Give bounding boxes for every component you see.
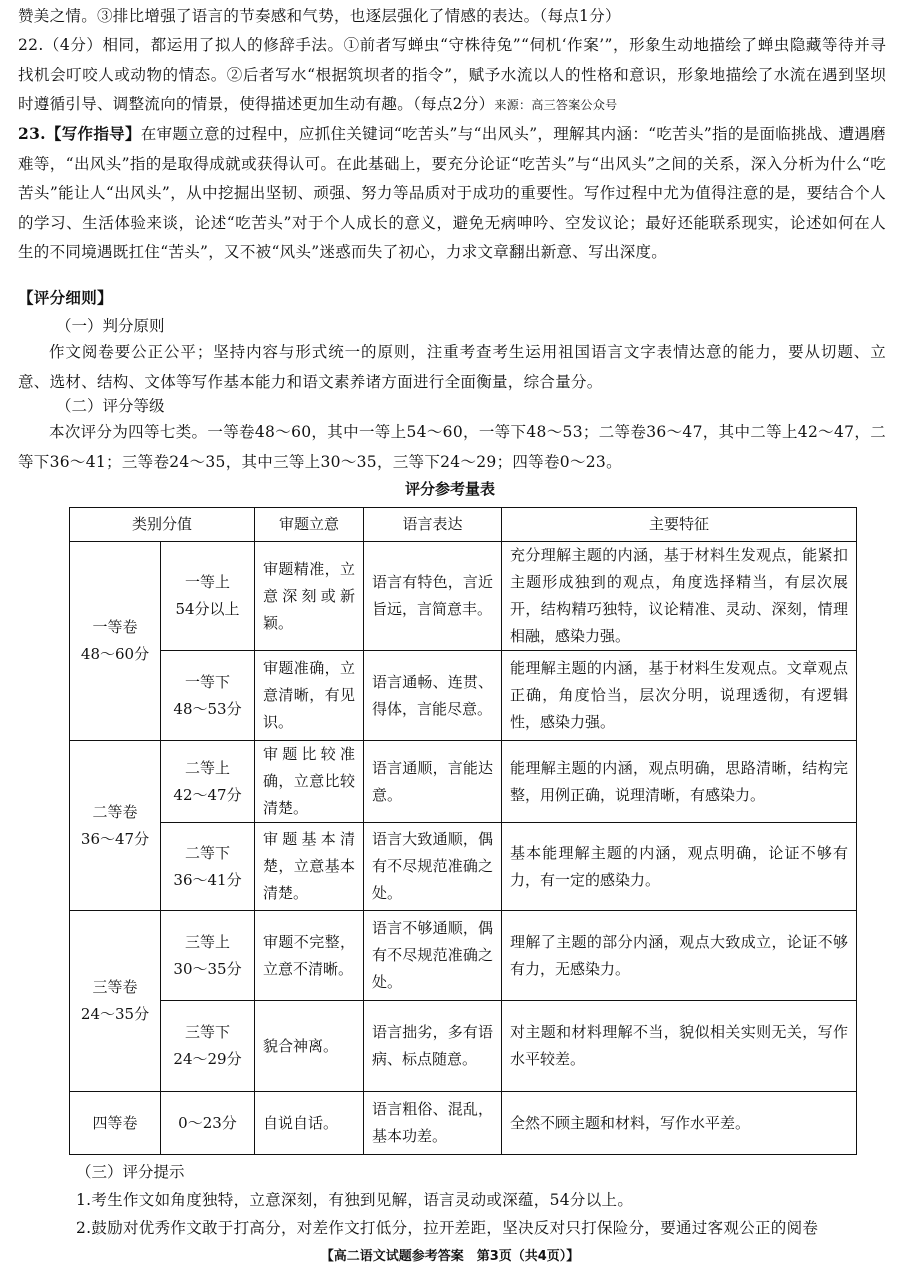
sub-grade-cell	[161, 741, 255, 823]
grade-group-range: 24～35分	[80, 1005, 150, 1023]
feature-cell: 能理解主题的内涵，基于材料生发观点。文章观点正确，角度恰当，层次分明，说理透彻，有逻辑性，感染力强。	[502, 651, 857, 741]
grade-group-name: 三等卷	[92, 978, 138, 996]
q23-answer	[18, 119, 886, 268]
table-row	[70, 1092, 857, 1155]
q23-label: 23.【写作指导】	[18, 124, 141, 143]
sub-grade-score: 42～47分	[173, 785, 242, 804]
theme-cell: 审题基本清楚，立意基本清楚。	[255, 823, 364, 911]
sub-grade-cell	[161, 1001, 255, 1092]
theme-cell: 审题准确，立意清晰，有见识。	[255, 651, 364, 741]
table-title: 评分参考量表	[404, 480, 495, 498]
sub-grade-cell	[161, 651, 255, 741]
table-header: 类别分值	[70, 508, 255, 542]
sub-grade-score: 0～23分	[161, 1092, 255, 1155]
table-row	[70, 823, 857, 911]
table-row	[70, 741, 857, 823]
rubric-s2-text: 本次评分为四等七类。一等卷48～60，其中一等上54～60，一等下48～53；二等卷36～47，其中二等上42～47，二等下36～41；三等卷24～35，其中三等上30～35，三等下24～29；四等卷0～23。	[18, 423, 886, 471]
sub-grade-cell	[161, 911, 255, 1001]
grade-group-name: 一等卷	[92, 618, 138, 636]
language-cell: 语言不够通顺，偶有不尽规范准确之处。	[364, 911, 502, 1001]
theme-cell: 审题不完整，立意不清晰。	[255, 911, 364, 1001]
table-row	[70, 542, 857, 651]
rubric-tip-2: 2.鼓励对优秀作文敢于打高分，对差作文打低分，拉开差距，坚决反对只打保险分，要通过客观公正的阅卷	[76, 1219, 819, 1237]
grade-group-cell: 四等卷	[70, 1092, 161, 1155]
table-row	[70, 1001, 857, 1092]
feature-cell: 全然不顾主题和材料，写作水平差。	[502, 1092, 857, 1155]
q22-answer	[18, 31, 886, 121]
sub-grade-name: 一等下	[184, 672, 230, 691]
theme-cell: 审题比较准确，立意比较清楚。	[255, 741, 364, 823]
q22-source: 来源：高三答案公众号	[494, 98, 618, 112]
sub-grade-score: 24～29分	[173, 1050, 242, 1068]
sub-grade-score: 36～41分	[173, 870, 242, 889]
sub-grade-name: 一等上	[184, 573, 230, 591]
sub-grade-score: 30～35分	[173, 959, 242, 978]
theme-cell: 自说自话。	[255, 1092, 364, 1155]
sub-grade-score: 54分以上	[175, 600, 240, 618]
feature-cell: 能理解主题的内涵，观点明确，思路清晰，结构完整，用例正确，说理清晰，有感染力。	[502, 741, 857, 823]
language-cell: 语言拙劣，多有语病、标点随意。	[364, 1001, 502, 1092]
rubric-s1-text: 作文阅卷要公正公平；坚持内容与形式统一的原则，注重考查考生运用祖国语言文字表情达意的能力，要从切题、立意、选材、结构、文体等写作基本能力和语文素养诸方面进行全面衡量，综合量分。	[18, 343, 886, 391]
rubric-s3-title: （三）评分提示	[76, 1163, 185, 1181]
rubric-tip-1: 1.考生作文如角度独特，立意深刻，有独到见解，语言灵动或深蕴，54分以上。	[76, 1191, 634, 1209]
rubric-s1-title: （一）判分原则	[56, 317, 165, 335]
intro-line: 赞美之情。③排比增强了语言的节奏感和气势，也逐层强化了情感的表达。（每点1分）	[18, 7, 621, 25]
table-header: 审题立意	[255, 508, 364, 542]
theme-cell: 审题精准，立意深刻或新颖。	[255, 542, 364, 651]
language-cell: 语言粗俗、混乱，基本功差。	[364, 1092, 502, 1155]
sub-grade-name: 二等下	[184, 843, 230, 862]
scoring-table	[69, 507, 857, 1155]
page-footer: 【高二语文试题参考答案 第3页（共4页）】	[320, 1249, 580, 1264]
grade-group-range: 36～47分	[80, 829, 150, 848]
feature-cell: 基本能理解主题的内涵，观点明确，论证不够有力，有一定的感染力。	[502, 823, 857, 911]
table-row	[70, 651, 857, 741]
theme-cell: 貌合神离。	[255, 1001, 364, 1092]
grade-group-cell	[70, 542, 161, 741]
sub-grade-name: 三等上	[184, 932, 230, 951]
table-header: 语言表达	[364, 508, 502, 542]
language-cell: 语言通畅、连贯、得体，言能尽意。	[364, 651, 502, 741]
sub-grade-name: 二等上	[184, 758, 230, 777]
feature-cell: 充分理解主题的内涵，基于材料生发观点，能紧扣主题形成独到的观点，角度选择精当，有层次展开，结构精巧独特，议论精准、灵动、深刻，情理相融，感染力强。	[502, 542, 857, 651]
grade-group-cell	[70, 911, 161, 1092]
language-cell: 语言大致通顺，偶有不尽规范准确之处。	[364, 823, 502, 911]
grade-group-range: 48～60分	[80, 645, 150, 663]
language-cell: 语言通顺，言能达意。	[364, 741, 502, 823]
table-row	[70, 911, 857, 1001]
grade-group-name: 二等卷	[92, 802, 138, 821]
feature-cell: 理解了主题的部分内涵，观点大致成立，论证不够有力，无感染力。	[502, 911, 857, 1001]
rubric-s2-title: （二）评分等级	[56, 397, 165, 415]
q22-text: 22.（4分）相同，都运用了拟人的修辞手法。①前者写蝉虫“守株待兔”“伺机‘作案’”，形象生动地描绘了蝉虫隐藏等待并寻找机会叮咬人或动物的情态。②后者写水“根据筑坝者的指令”，赋予水流以人的性格和意识，形象地描绘了水流在遇到坚坝时遵循引导、调整流向的情景，使得描述更加生动有趣。（每点2分）	[18, 36, 886, 113]
rubric-heading: 【评分细则】	[18, 288, 113, 307]
sub-grade-cell	[161, 823, 255, 911]
feature-cell: 对主题和材料理解不当，貌似相关实则无关，写作水平较差。	[502, 1001, 857, 1092]
language-cell: 语言有特色，言近旨远，言简意丰。	[364, 542, 502, 651]
sub-grade-score: 48～53分	[173, 699, 242, 718]
table-header: 主要特征	[502, 508, 857, 542]
grade-group-cell	[70, 741, 161, 911]
table-header-row	[70, 508, 857, 542]
sub-grade-name: 三等下	[184, 1023, 230, 1041]
sub-grade-cell	[161, 542, 255, 651]
q23-text: 在审题立意的过程中，应抓住关键词“吃苦头”与“出风头”，理解其内涵：“吃苦头”指的是面临挑战、遭遇磨难等，“出风头”指的是取得成就或获得认可。在此基础上，要充分论证“吃苦头”与“出风头”之间的关系，深入分析为什么“吃苦头”能让人“出风头”，从中挖掘出坚韧、顽强、努力等品质对于成功的重要性。写作过程中尤为值得注意的是，要结合个人的学习、生活体验来谈，论述“吃苦头”对于个人成长的意义，避免无病呻吟、空发议论；最好还能联系现实，论述如何在人生的不同境遇既扛住“苦头”，又不被“风头”迷惑而失了初心，力求文章翻出新意、写出深度。	[18, 125, 886, 261]
